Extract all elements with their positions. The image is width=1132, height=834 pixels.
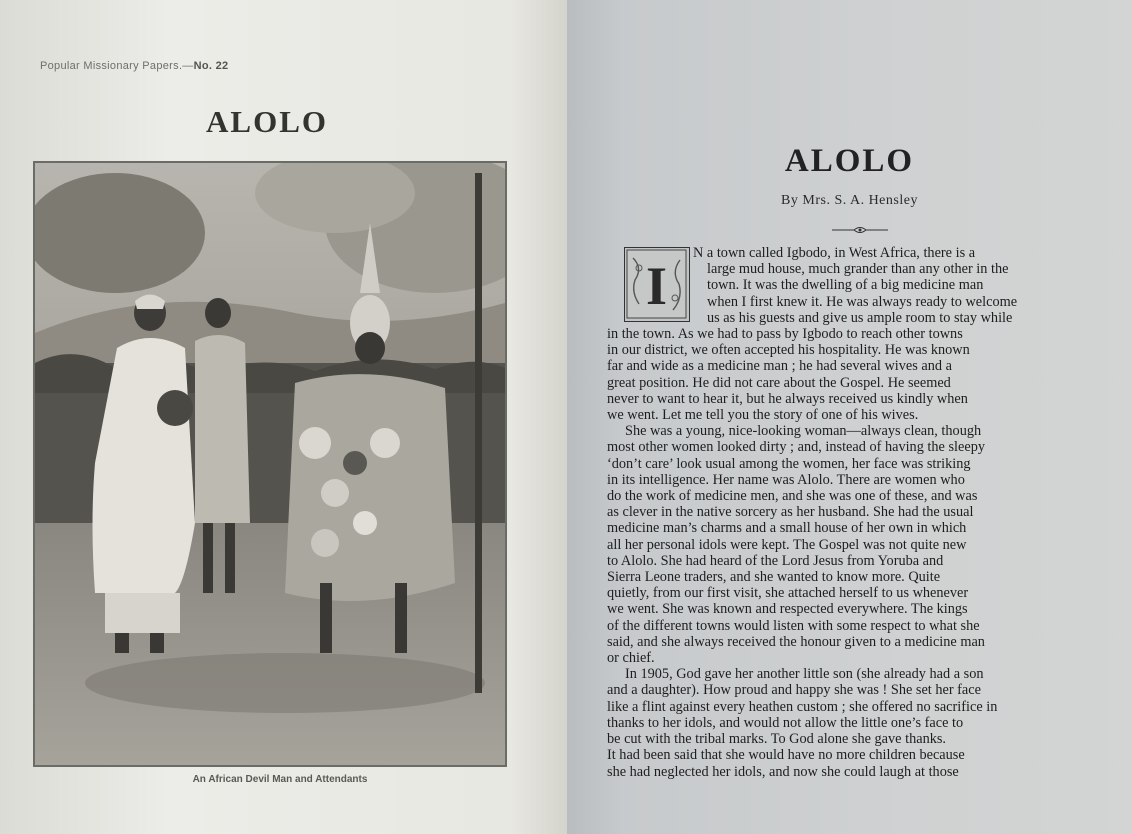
- series-label: Popular Missionary Papers.—: [40, 60, 194, 72]
- text-line: medicine man’s charms and a small house of her own in which: [607, 520, 967, 537]
- text-line: thanks to her idols, and would not allow the little one’s face to: [607, 714, 964, 731]
- text-line: large mud house, much grander than any other in the: [707, 261, 1009, 278]
- series-number: No. 22: [193, 60, 229, 72]
- text-line: in the town. As we had to pass by Igbodo to reach other towns: [607, 326, 963, 343]
- text-line: all her personal idols were kept. The Gospel was not quite new: [607, 536, 967, 553]
- text-line: She was a young, nice-looking woman—always clean, though: [625, 423, 982, 440]
- text-line: when I first knew it. He was always ready to welcome: [707, 293, 1018, 310]
- text-line: and a daughter). How proud and happy she was ! She set her face: [607, 682, 981, 699]
- photo-caption: An African Devil Man and Attendants: [192, 774, 368, 785]
- text-line: N a town called Igbodo, in West Africa, there is a: [693, 245, 976, 261]
- text-line: said, and she always received the honour given to a medicine man: [607, 633, 985, 650]
- text-line: Sierra Leone traders, and she wanted to know more. Quite: [607, 569, 941, 586]
- text-line: In 1905, God gave her another little son (she already had a son: [625, 666, 984, 683]
- text-line: in its intelligence. Her name was Alolo. There are women who: [607, 471, 965, 488]
- text-line: ‘don’t care’ look usual among the women, her face was striking: [607, 455, 971, 472]
- text-line: do the work of medicine men, and she was one of these, and was: [607, 488, 978, 505]
- text-line: of the different towns would listen with some respect to what she: [607, 617, 980, 634]
- text-line: or chief.: [607, 650, 655, 667]
- text-line: she had neglected her idols, and now she could laugh at those: [607, 763, 959, 780]
- ornament-divider: [830, 225, 890, 235]
- text-line: town. It was the dwelling of a big medicine man: [707, 277, 984, 294]
- text-line: be cut with the tribal marks. To God alone she gave thanks.: [607, 731, 946, 748]
- text-line: quietly, from our first visit, she attached herself to us whenever: [607, 585, 969, 602]
- text-line: us as his guests and give us ample room to stay while: [707, 309, 1013, 326]
- text-line: to Alolo. She had heard of the Lord Jesus from Yoruba and: [607, 552, 944, 569]
- text-line: great position. He did not care about the Gospel. He seemed: [607, 374, 951, 391]
- drop-cap-letter: I: [645, 256, 668, 316]
- text-line: in our district, we often accepted his hospitality. He was known: [607, 342, 970, 359]
- article-body: [607, 245, 1087, 780]
- text-line: far and wide as a medicine man ; he had several wives and a: [607, 358, 952, 375]
- text-line: It had been said that she would have no more children because: [607, 747, 965, 764]
- text-line: we went. She was known and respected everywhere. The kings: [607, 601, 968, 618]
- byline: By Mrs. S. A. Hensley: [781, 193, 918, 208]
- photograph: [33, 161, 507, 767]
- text-line: we went. Let me tell you the story of one of his wives.: [607, 407, 919, 424]
- right-page-title: ALOLO: [784, 143, 915, 179]
- text-line: most other women looked dirty ; and, instead of having the sleepy: [607, 439, 985, 456]
- text-line: never to want to hear it, but he always received us kindly when: [607, 390, 968, 407]
- text-line: like a flint against every heathen custom ; she offered no sacrifice in: [607, 698, 998, 715]
- text-line: as clever in the native sorcery as her husband. She had the usual: [607, 504, 974, 521]
- left-page-title: ALOLO: [206, 104, 328, 139]
- series-header: [40, 60, 228, 72]
